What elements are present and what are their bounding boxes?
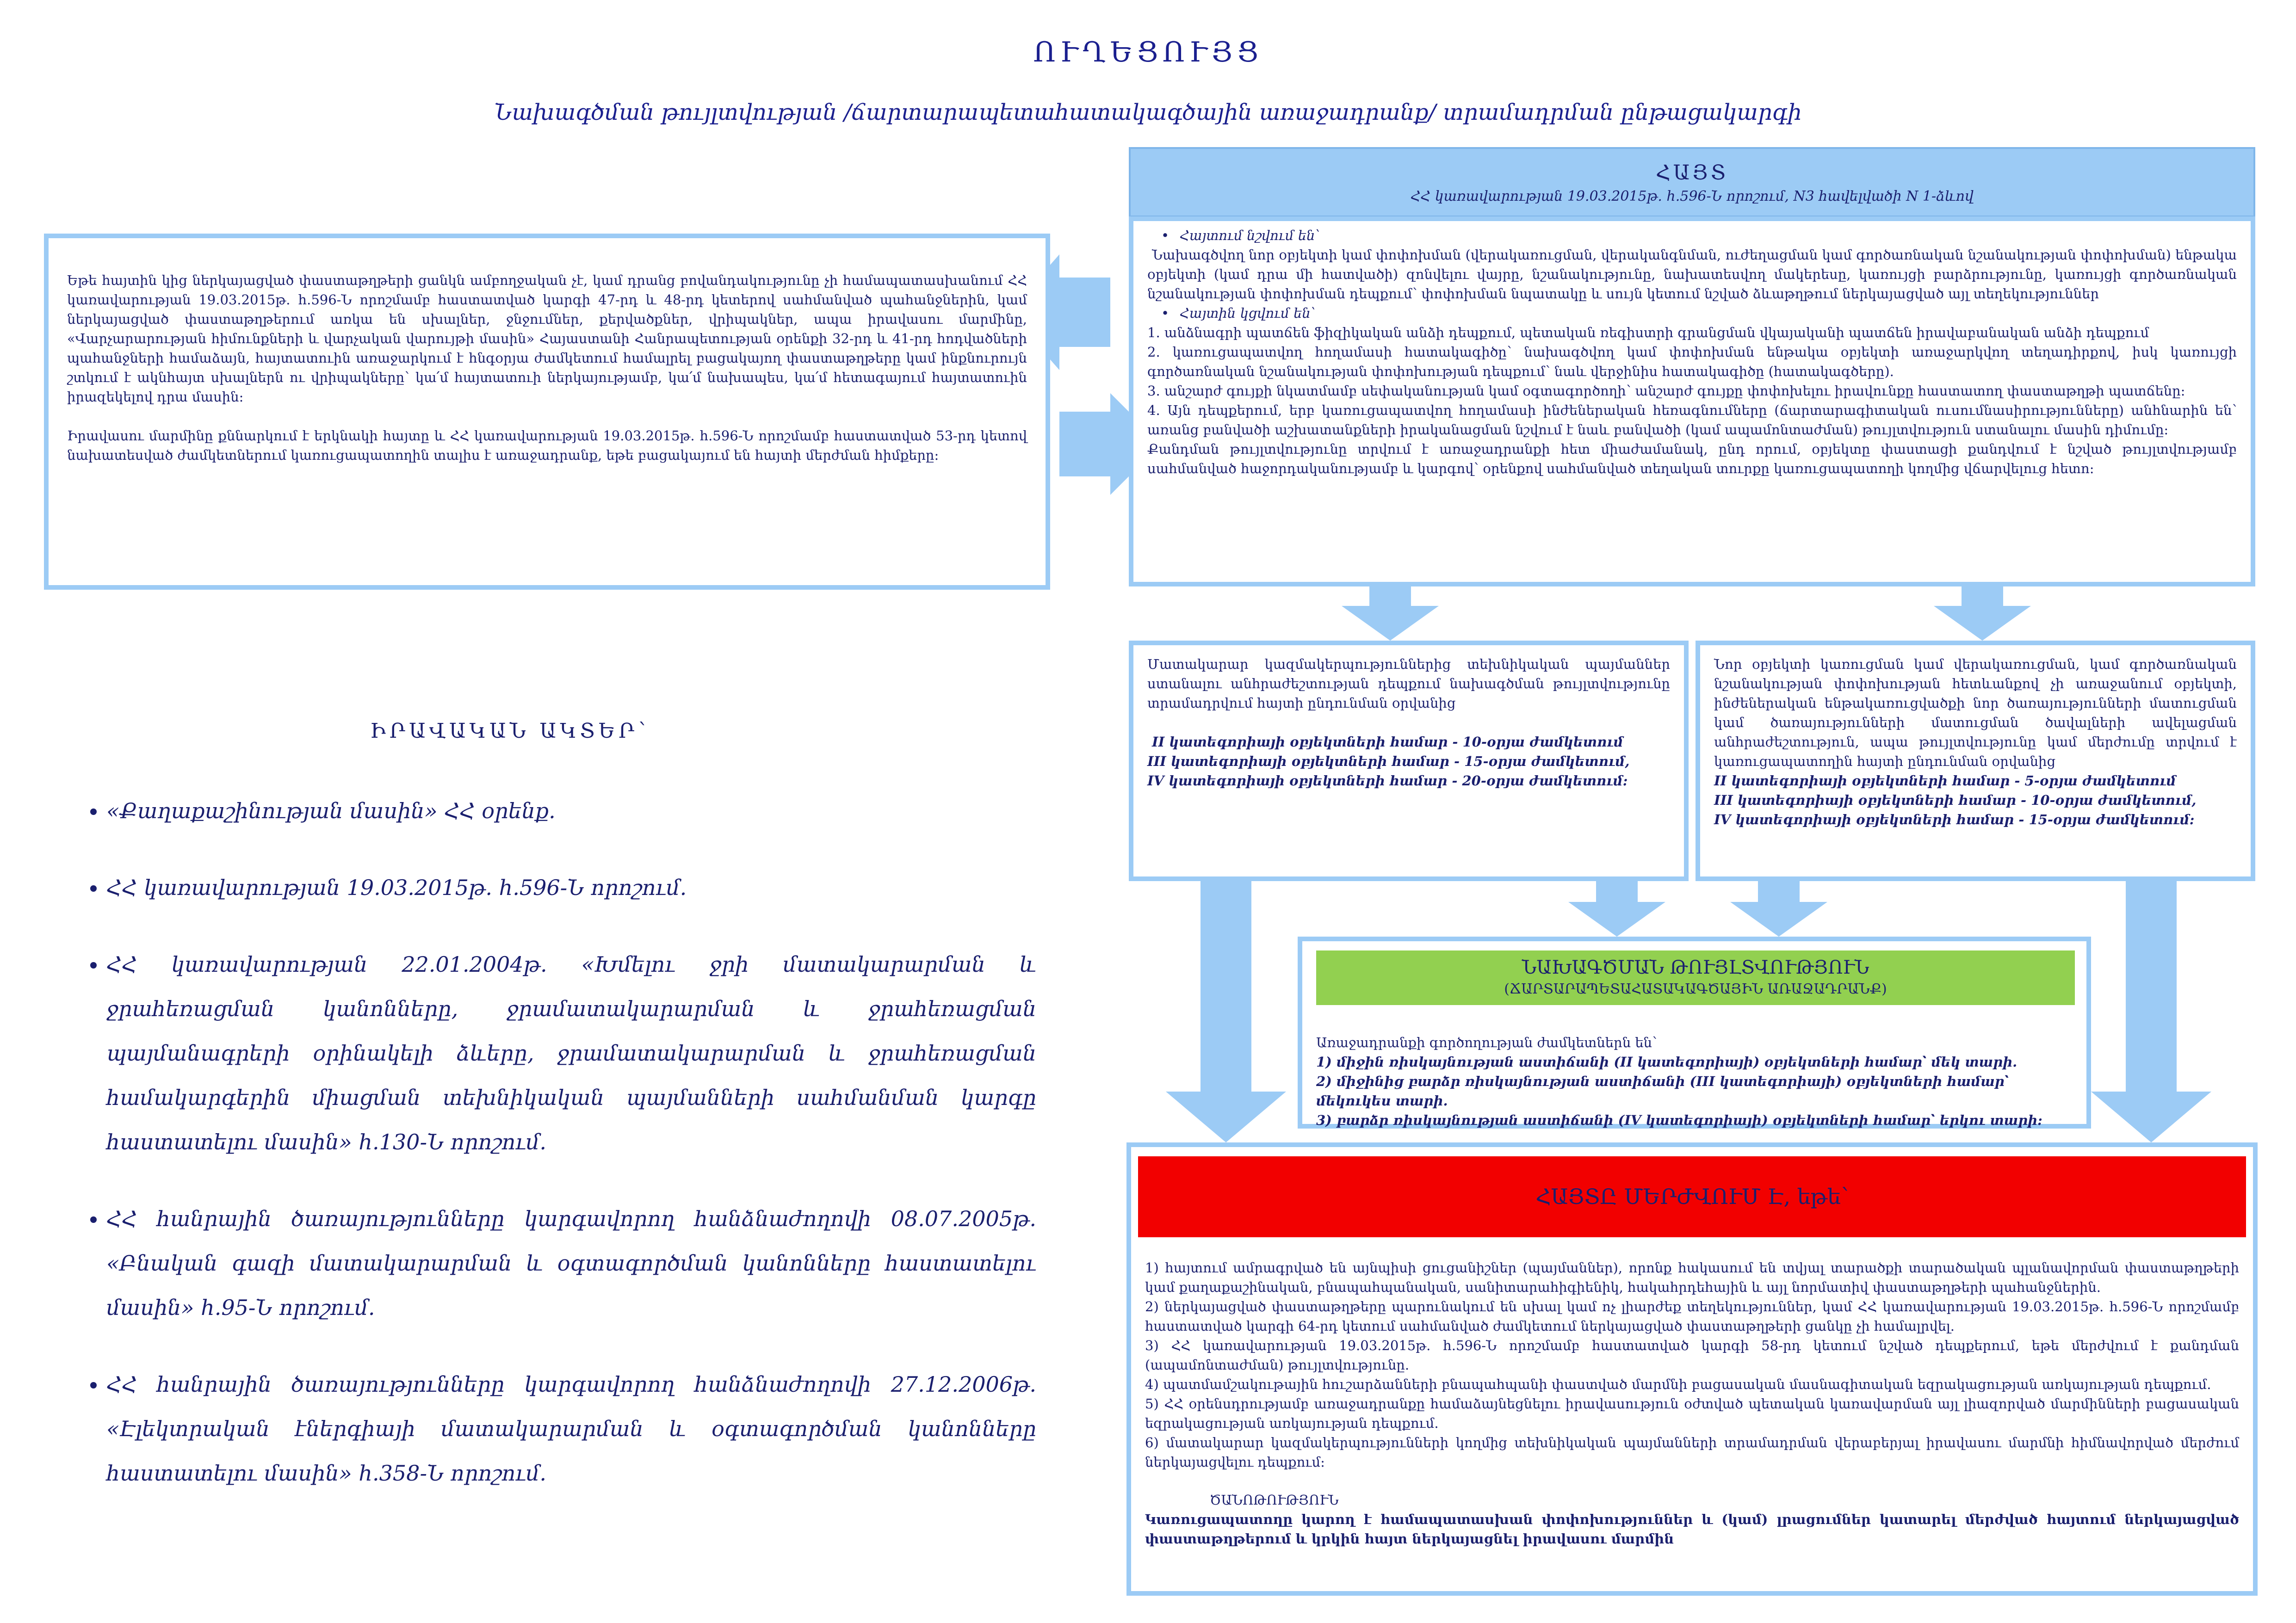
page-subtitle: Նախագծման թույլտվության /ճարտարապետահատակագծային առաջադրանք/ տրամադրման ընթացակարգի xyxy=(494,99,1802,125)
legal-act-item: • ՀՀ հանրային ծառայությունները կարգավորող հանձնաժողովի 27.12.2006թ. «Էլեկտրական էներգիայի մատակարարման և օգտագործման կանոնները հաստատելու մասին» h.358-Ն որոշում. xyxy=(106,1362,1036,1495)
rejection-banner: ՀԱՅՏԸ ՄԵՐԺՎՈՒՄ Է, եթե՝ xyxy=(1138,1156,2246,1237)
permit-title: ՆԱԽԱԳԾՄԱՆ ԹՈՒՅԼՏՎՈՒԹՅՈՒՆ xyxy=(1522,957,1869,978)
new-deadline-line: II կատեգորիայի օբյեկտների համար - 5-օրյա ժամկետում xyxy=(1714,773,2176,789)
application-title: ՀԱՅՏ xyxy=(1655,161,1729,185)
legal-acts-heading: ԻՐԱՎԱԿԱՆ ԱԿՏԵՐ՝ xyxy=(370,719,650,743)
attached-item: 1. անձնագրի պատճեն ֆիզիկական անձի դեպքում, պետական ռեգիստրի գրանցման վկայականի պատճեն իրավաբանական անձի դեպքում xyxy=(1147,325,2149,340)
tech-deadline-line: III կատեգորիայի օբյեկտների համար - 15-օրյա ժամկետում, xyxy=(1147,753,1630,769)
arrow-long-right-icon xyxy=(2091,879,2211,1142)
attached-item: 4. Այն դեպքերում, երբ կառուցապատվող հողամասի ինժեներական հեռագնումները (ճարտարագիտական ուսումնասիրությունները) անհնարին են՝ առանց բանվածի աշխատանքների իրականացման նշվում է նաև բանվածի (կամ ապամոնտաժման) թույլտվություն ստանալու մասին դիմումը: xyxy=(1147,402,2237,438)
arrow-down-tech-icon xyxy=(1568,879,1665,937)
attached-heading: • Հայտին կցվում են՝ xyxy=(1147,303,2237,323)
tech-deadline-line: IV կատեգորիայի օբյեկտների համար - 20-օրյա ժամկետում: xyxy=(1147,773,1628,789)
permit-banner xyxy=(1316,950,2075,1005)
arrow-down-right-icon xyxy=(1934,585,2031,641)
rejection-item: 4) պատմամշակութային հուշարձանների բնապահպանի փաստված մարմնի բացասական մասնագիտական եզրակացության առկայության դեպքում. xyxy=(1145,1376,2211,1392)
note-text: Կառուցապատողը կարող է համապատասխան փոփոխություններ և (կամ) լրացումներ կատարել մերժված հայտում ներկայացված փաստաթղթերում և կրկին հայտ ներկայացնել իրավասու մարմին xyxy=(1145,1512,2239,1547)
tech-conditions-text: Մատակարար կազմակերպություններից տեխնիկական պայմաններ ստանալու անհրաժեշտության դեպքում նախագծման թույլտվությունը տրամադրվում հայտի ընդունման օրվանից xyxy=(1147,656,1670,711)
rejection-item: 2) ներկայացված փաստաթղթերը պարունակում են սխալ կամ ոչ լիարժեք տեղեկություններ, կամ ՀՀ կառավարության 19.03.2015թ. h.596-Ն որոշմամբ հաստատված կարգի 64-րդ կետում սահմանված ժամկետում ներկայացված փաստաթղթերի ցանկը չի համալրվել. xyxy=(1145,1299,2239,1334)
permit-box xyxy=(1298,937,2091,1129)
new-deadline-line: III կատեգորիայի օբյեկտների համար - 10-օրյա ժամկետում, xyxy=(1714,792,2197,808)
application-box xyxy=(1129,216,2255,586)
note-heading: ԾԱՆՈԹՈՒԹՅՈՒՆ xyxy=(1210,1492,1339,1508)
attached-item: 3. անշարժ գույքի նկատմամբ սեփականության կամ օգտագործողի՝ անշարժ գույքը փոփոխելու իրավունքը հաստատող փաստաթղթի պատճենը: xyxy=(1147,383,2185,399)
permit-line: 3) բարձր ռիսկայնության աստիճանի (IV կատեգորիայի) օբյեկտների համար՝ երկու տարի: xyxy=(1316,1112,2042,1128)
rejection-item: 3) ՀՀ կառավարության 19.03.2015թ. h.596-Ն որոշմամբ հաստատված կարգի 58-րդ կետում նշված դեպքերում, եթե մերժվում է քանդման (ապամոնտաժման) թույլտվությունը. xyxy=(1145,1338,2239,1373)
rejection-item: 6) մատակարար կազմակերպությունների կողմից տեխնիկական պայմանների տրամադրման վերաբերյալ իրավասու մարմնի հիմնավորված մերժում ներկայացվելու դեպքում: xyxy=(1145,1435,2239,1470)
permit-line: 2) միջինից բարձր ռիսկայնության աստիճանի (III կատեգորիայի) օբյեկտների համար՝ մեկուկես տարի. xyxy=(1316,1074,2009,1109)
attached-item: Քանդման թույլտվությունը տրվում է առաջադրանքի հետ միաժամանակ, ընդ որում, օբյեկտը փաստացի քանդվում է նշված թույլտվությամբ սահմանված հաջորդականությամբ և կարգով՝ օրենքով սահմանված տեղական տուրքը կառուցապատողի կողմից վճարվելուց հետո: xyxy=(1147,441,2237,476)
submitted-heading: • Հայտում նշվում են՝ xyxy=(1147,226,2237,245)
application-subtitle: ՀՀ կառավարության 19.03.2015թ. h.596-Ն որոշում, N3 հավելվածի N 1-ձևով xyxy=(1410,188,1974,204)
legal-act-item: • «Քաղաքաշինության մասին» ՀՀ օրենք. xyxy=(106,789,1036,833)
arrow-long-left-icon xyxy=(1166,879,1286,1142)
attached-item: 2. կառուցապատվող հողամասի հատակագիծը՝ նախագծվող կամ փոփոխման ենթակա օբյեկտի առաջարկվող տեղադիրքով, իսկ կառույցի գործառնական նշանակության փոփոխության դեպքում՝ նաև վերջինիս հատակագիծը (հատակագծերը). xyxy=(1147,344,2237,379)
new-object-text: Նոր օբյեկտի կառուցման կամ վերակառուցման, կամ գործառնական նշանակության փոփոխության հետևանքով չի առաջանում օբյեկտի, ինժեներական ենթակառուցվածքի նոր ծառայությունների մատուցման կամ ծառայությունների մատուցման ծավալների ավելացման անհրաժեշտություն, ապա թույլտվությունը կամ մերժումը տրվում է կառուցապատողին հայտի ընդունման օրվանից xyxy=(1714,656,2237,769)
notice-paragraph-1: Եթե հայտին կից ներկայացված փաստաթղթերի ցանկն ամբողջական չէ, կամ դրանց բովանդակությունը չի համապատասխանում ՀՀ կառավարության 19.03.2015թ. h.596-Ն որոշմամբ հաստատված կարգի 47-րդ և 48-րդ կետերով սահմանված պահանջներին, կամ ներկայացված փաստաթղթերում առկա են սխալներ, ջնջումներ, քերվածքներ, վրիպակներ, ապա իրավասու մարմինը, «Վարչարարության հիմունքների և վարչական վարույթի մասին» Հայաստանի Հանրապետության օրենքի 32-րդ և 41-րդ հոդվածների պահանջների համաձայն, հայտատուին առաջարկում է հնգօրյա ժամկետում համալրել բացակայող փաստաթղթերը կամ ինքնուրույն շտկում է ակնհայտ սխալներն ու վրիպակները՝ կա՛մ հայտատուի ներկայությամբ, կա՛մ նախապես, կա՛մ հետագայում հայտատուին իրազեկելով դրա մասին: xyxy=(67,272,1027,405)
application-header xyxy=(1129,147,2255,217)
legal-act-item: • ՀՀ հանրային ծառայությունները կարգավորող հանձնաժողովի 08.07.2005թ. «Բնական գազի մատակարարման և օգտագործման կանոնները հաստատելու մասին» h.95-Ն որոշում. xyxy=(106,1197,1036,1330)
permit-intro: Առաջադրանքի գործողության ժամկետներն են՝ xyxy=(1316,1035,1657,1050)
legal-acts-list xyxy=(69,789,1036,1528)
arrow-down-left-icon xyxy=(1342,585,1439,641)
submitted-text: Նախագծվող նոր օբյեկտի կամ փոփոխման (վերակառուցման, վերականգնման, ուժեղացման կամ գործառնական նշանակության փոփոխման) ենթակա օբյեկտի (կամ դրա մի հատվածի) զոնվելու վայրը, նշանակությունը, նախատեսվող մակերեսը, կառույցի բարձրությունը, կառույցի գործառնական նշանակության փոփոխման դեպքում՝ փոփոխման նպատակը և սույն կետում նշված ձևաթղթում ներկայացված այլ տեղեկություններ xyxy=(1147,247,2237,302)
tech-deadline-line: II կատեգորիայի օբյեկտների համար - 10-օրյա ժամկետում xyxy=(1152,734,1623,750)
legal-act-item: • ՀՀ կառավարության 22.01.2004թ. «Խմելու ջրի մատակարարման և ջրահեռացման կանոնները, ջրամատակարարման և ջրահեռացման պայմանագրերի օրինակելի ձևերը, ջրամատակարարման և ջրահեռացման համակարգերին միացման տեխնիկական պայմանների սահմանման կարգը հաստատելու մասին» h.130-Ն որոշում. xyxy=(106,942,1036,1164)
notice-paragraph-2: Իրավասու մարմինը քննարկում է երկնակի հայտը և ՀՀ կառավարության 19.03.2015թ. h.596-Ն որոշմամբ հաստատված 53-րդ կետով նախատեսված ժամկետներում կառուցապատողին տալիս է առաջադրանք, եթե բացակայում են հայտի մերժման հիմքերը: xyxy=(67,428,1027,463)
new-deadline-line: IV կատեգորիայի օբյեկտների համար - 15-օրյա ժամկետում: xyxy=(1714,812,2195,827)
arrow-down-new-icon xyxy=(1730,879,1827,937)
rejection-box xyxy=(1126,1142,2258,1596)
rejection-item: 1) հայտում ամրագրված են այնպիսի ցուցանիշներ (պայմաններ), որոնք հակասում են տվյալ տարածքի տարածական պլանավորման փաստաթղթերի կամ քաղաքաշինական, բնապահպանական, սանիտարահիգիենիկ, հակահրդեհային և այլ նորմատիվ փաստաթղթերի պահանջներին. xyxy=(1145,1260,2239,1295)
permit-subtitle: (ՃԱՐՏԱՐԱՊԵՏԱՀԱՏԱԿԱԳԾԱՅԻՆ ԱՌԱՋԱԴՐԱՆՔ) xyxy=(1504,981,1887,997)
legal-act-item: • ՀՀ կառավարության 19.03.2015թ. h.596-Ն որոշում. xyxy=(106,865,1036,910)
notice-box xyxy=(44,234,1050,590)
new-object-box xyxy=(1696,641,2255,881)
permit-line: 1) միջին ռիսկայնության աստիճանի (II կատեգորիայի) օբյեկտների համար՝ մեկ տարի. xyxy=(1316,1054,2018,1070)
tech-conditions-box xyxy=(1129,641,1689,881)
page-title: ՈՒՂԵՑՈՒՅՑ xyxy=(1033,36,1263,68)
rejection-item: 5) ՀՀ օրենսդրությամբ առաջադրանքը համաձայնեցնելու իրավասություն օժտված պետական կառավարման այլ լիազորված մարմինների բացասական եզրակացության առկայության դեպքում. xyxy=(1145,1396,2239,1431)
